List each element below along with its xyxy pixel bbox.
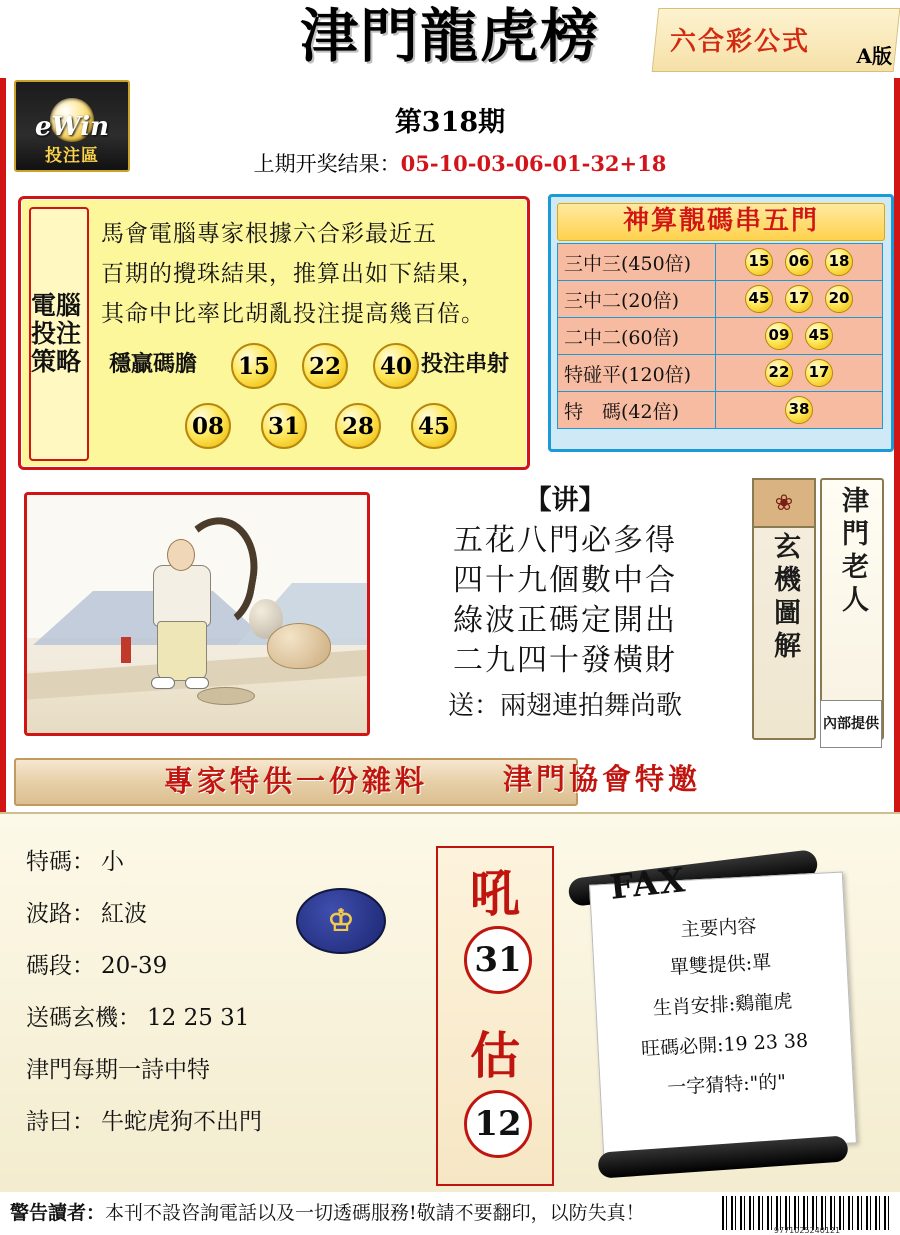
number-ball: 09: [765, 322, 793, 350]
figure-head: [167, 539, 195, 571]
strategy-panel: [18, 196, 530, 470]
list-item-value: 紅波: [101, 901, 147, 927]
number-ball: 45: [745, 285, 773, 313]
fax-sheet-title: 主要内容: [679, 915, 758, 942]
strategy-ball: 40: [373, 343, 419, 389]
list-item-value: 小: [101, 849, 124, 875]
list-item: [26, 836, 406, 888]
list-item-key: 波路：: [26, 901, 95, 927]
table-row-label: 二中二(60倍): [558, 318, 716, 355]
table-row-label: 特碰平(120倍): [558, 355, 716, 392]
strategy-ball: 22: [302, 343, 348, 389]
logo-brand: eWin: [34, 112, 110, 142]
table-row-label: 特 碼(42倍): [558, 392, 716, 429]
number-ball: 38: [785, 396, 813, 424]
list-item-key: 特碼：: [26, 849, 95, 875]
poem-block: [400, 478, 730, 722]
fax-label: FAX: [608, 860, 688, 907]
number-ball: 20: [825, 285, 853, 313]
fax-sheet-line: 單雙提供:單: [669, 951, 772, 979]
association-emblem: [296, 888, 386, 954]
last-draw-numbers: 05-10-03-06-01-32+18: [400, 151, 667, 176]
strategy-side-label: 電腦投注策略: [29, 207, 89, 461]
issue-number: 第318期: [394, 107, 506, 138]
table-row-values: [716, 318, 883, 355]
banner-right-text: 六合彩公式: [670, 27, 811, 57]
logo-sub: 投注區: [45, 146, 99, 166]
fax-sheet-line: 旺碼必開:19 23 38: [640, 1029, 809, 1061]
fax-sheet: [589, 872, 857, 1157]
strategy-line-2: 百期的攪珠結果，推算出如下結果，: [101, 261, 485, 287]
strategy-ball: 45: [411, 403, 457, 449]
strip-char-bottom: 估: [470, 1026, 520, 1085]
fax-sheet-line: 一字猜特:"的": [666, 1070, 787, 1100]
table-row: [558, 355, 883, 392]
list-item: [26, 992, 406, 1044]
number-ball: 22: [765, 359, 793, 387]
list-item-key: 津門每期一詩中特: [26, 1057, 210, 1083]
strategy-ball: 28: [335, 403, 381, 449]
barcode-icon: [722, 1196, 892, 1230]
poem-line: 四十九個數中合: [453, 562, 677, 598]
ewin-logo: [14, 80, 130, 172]
table-row-values: [716, 355, 883, 392]
poem-line: 綠波正碼定開出: [453, 602, 677, 638]
ribbon-right-text: 津門協會特邀: [502, 762, 701, 796]
strategy-ball: 08: [185, 403, 231, 449]
footer-warning: [10, 1198, 645, 1225]
table-row-values: [716, 244, 883, 281]
strategy-line-1: 馬會電腦專家根據六合彩最近五: [101, 221, 437, 247]
strategy-right-label: 投注串射: [421, 351, 510, 377]
figure-shoe: [185, 677, 209, 689]
footer-warning-text: 本刊不設咨詢電話以及一切透碼服務!敬請不要翻印，以防失真！: [105, 1202, 645, 1224]
table-row: [558, 318, 883, 355]
bottom-info-list: [26, 836, 406, 1148]
list-item-value: 牛蛇虎狗不出門: [101, 1109, 262, 1135]
number-ball: 15: [745, 248, 773, 276]
list-item-value: 20-39: [101, 953, 168, 979]
prediction-table: [548, 194, 894, 452]
footer: [0, 1192, 900, 1234]
poem-line: 二九四十發橫財: [453, 642, 677, 678]
strategy-ball: 15: [231, 343, 277, 389]
strategy-left-label: 穩贏碼膽: [109, 351, 198, 377]
figure-shoe: [151, 677, 175, 689]
list-item-key: 送碼玄機：: [26, 1005, 141, 1031]
strategy-line-3: 其命中比率比胡亂投注提高幾百倍。: [101, 301, 485, 327]
fish-icon: [197, 687, 255, 705]
list-item: [26, 1096, 406, 1148]
last-draw-label: 上期开奖结果：: [253, 152, 401, 176]
figure-body: [153, 565, 211, 627]
poem-send-line: 送：兩翅連拍舞尚歌: [447, 690, 682, 721]
number-ball: 06: [785, 248, 813, 276]
last-draw-result: [180, 148, 740, 178]
poem-heading: 【讲】: [524, 485, 606, 516]
prediction-table-grid: [557, 243, 883, 429]
table-row-label: 三中三(450倍): [558, 244, 716, 281]
list-item-key: 碼段：: [26, 953, 95, 979]
page-title: 津門龍虎榜: [299, 2, 600, 70]
table-row: [558, 244, 883, 281]
number-ball: 17: [805, 359, 833, 387]
vertical-panel-text: 津門老人: [837, 486, 868, 618]
fax-scroll: [568, 846, 878, 1176]
strip-char-top: 吼: [470, 864, 520, 923]
number-ball: 17: [785, 285, 813, 313]
strategy-ball: 31: [261, 403, 307, 449]
number-ball: 45: [805, 322, 833, 350]
illustration-image: [24, 492, 370, 736]
emblem-glyph: ♔: [327, 903, 355, 939]
masthead: [0, 0, 900, 78]
ribbon-left-text: 專家特供一份雜料: [163, 764, 428, 798]
list-item: [26, 1044, 406, 1096]
figure-legs: [157, 621, 207, 681]
table-row-label: 三中二(20倍): [558, 281, 716, 318]
seal-icon: ❀: [752, 478, 816, 528]
rock-icon: [267, 623, 331, 669]
fax-sheet-line: 生肖安排:鷄龍虎: [652, 990, 793, 1020]
edition-label: A版: [856, 44, 892, 68]
barcode-number: 9771025240121: [773, 1226, 841, 1235]
table-row-values: [716, 392, 883, 429]
poem-line: 五花八門必多得: [453, 523, 677, 558]
table-row: [558, 281, 883, 318]
list-item-key: 詩曰：: [26, 1109, 95, 1135]
prediction-table-caption: 神算靚碼串五門: [557, 203, 885, 241]
strip-number-top: 31: [464, 926, 532, 994]
ribbon-right: [452, 758, 752, 802]
internal-note: 內部提供: [820, 700, 882, 748]
vertical-panel-text: 玄機圖解: [769, 532, 800, 664]
strip-number-bottom: 12: [464, 1090, 532, 1158]
post-icon: [121, 637, 131, 663]
number-ball: 18: [825, 248, 853, 276]
lucky-number-strip: [436, 846, 554, 1186]
list-item-value: 12 25 31: [147, 1005, 250, 1031]
footer-warning-prefix: 警告讀者：: [10, 1202, 106, 1224]
table-row-values: [716, 281, 883, 318]
table-row: [558, 392, 883, 429]
